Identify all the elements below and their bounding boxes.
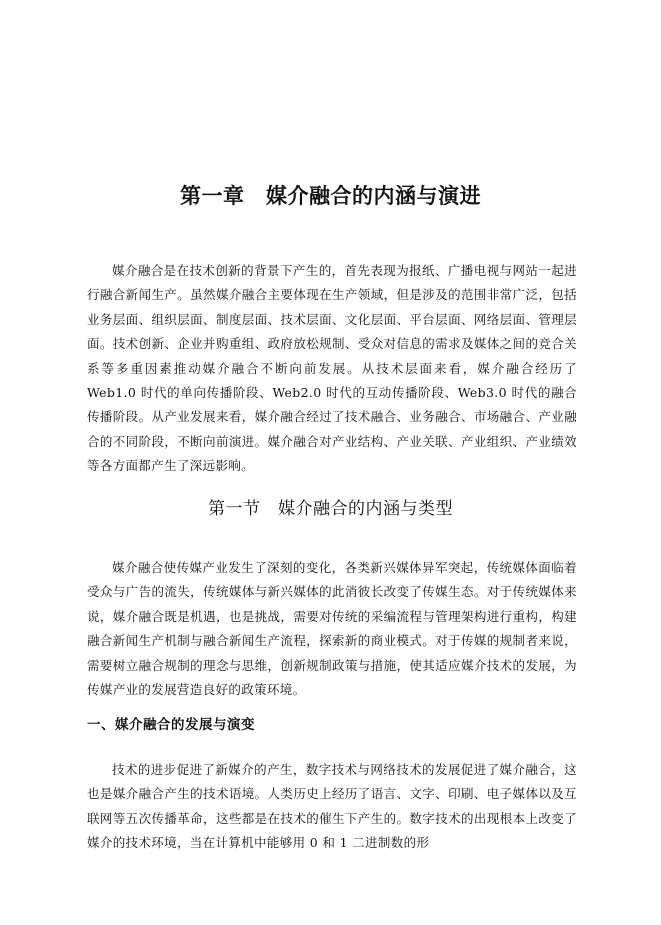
subsection-title: 一、媒介融合的发展与演变 xyxy=(87,717,255,733)
section-paragraph: 媒介融合使传媒产业发生了深刻的变化，各类新兴媒体异军突起，传统媒体面临着受众与广告的流失，传统媒体与新兴媒体的此消彼长改变了传媒生态。对于传统媒体来说，媒介融合既是机遇，也是挑战，需要对传统的采编流程与管理架构进行重构，构建融合新闻生产机制与融合新闻生产流程，探索新的商业模式。对于传媒的规制者来说，需要树立融合规制的理念与思维，创新规制政策与措施，使其适应媒介技术的发展，为传媒产业的发展营造良好的政策环境。 xyxy=(87,560,577,698)
subsection-paragraph: 技术的进步促进了新媒介的产生，数字技术与网络技术的发展促进了媒介融合，这也是媒介融合产生的技术语境。人类历史上经历了语言、文字、印刷、电子媒体以及互联网等五次传播革命，这些都是在技术的催生下产生的。数字技术的出现根本上改变了媒介的技术环境，当在计算机中能够用 0 和 1 二进制数的形 xyxy=(87,762,577,851)
intro-paragraph: 媒介融合是在技术创新的背景下产生的，首先表现为报纸、广播电视与网站一起进行融合新闻生产。虽然媒介融合主要体现在生产领域，但是涉及的范围非常广泛，包括业务层面、组织层面、制度层面、技术层面、文化层面、平台层面、网络层面、管理层面。技术创新、企业并购重组、政府放松规制、受众对信息的需求及媒体之间的竞合关系等多重因素推动媒介融合不断向前发展。从技术层面来看，媒介融合经历了 Web1.0 时代的单向传播阶段、Web2.0 时代的互动传播阶段、Web3.0 时代的融合传播阶段。从产业发展来看，媒介融合经过了技术融合、业务融合、市场融合、产业融合的不同阶段，不断向前演进。媒介融合对产业结构、产业关联、产业组织、产业绩效等各方面都产生了深远影响。 xyxy=(87,263,577,474)
chapter-title: 第一章 媒介融合的内涵与演进 xyxy=(180,183,481,208)
section-title: 第一节 媒介融合的内涵与类型 xyxy=(208,499,453,519)
